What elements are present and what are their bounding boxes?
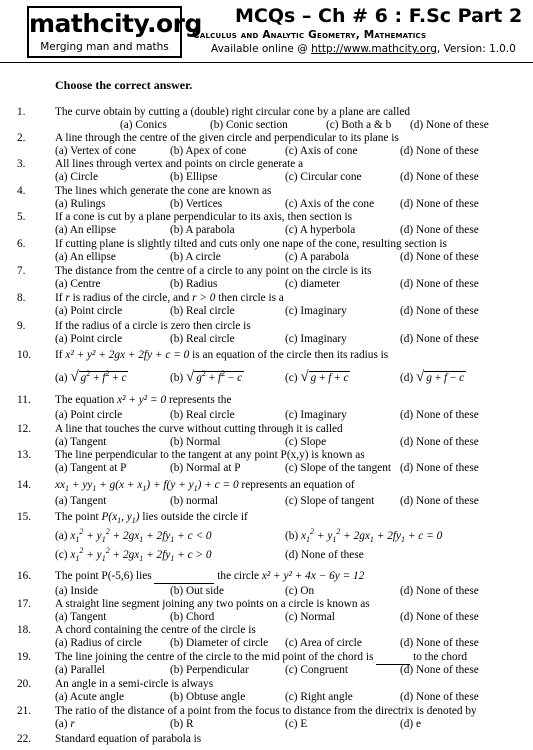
option-b[interactable]: (b) Perpendicular (170, 664, 249, 676)
option-d[interactable]: (d) None of these (400, 664, 479, 676)
question-number: 1. (17, 106, 26, 118)
question-stem: All lines through vertex and points on circle generate a (55, 158, 304, 170)
version-text: , Version: 1.0.0 (436, 43, 516, 55)
option-b[interactable]: (b) Normal at P (170, 462, 241, 474)
answer-blank[interactable] (376, 651, 410, 665)
option-d[interactable]: (d) None of these (400, 611, 479, 623)
option-d[interactable]: (d) None of these (400, 436, 479, 448)
option-c[interactable]: (c) Slope (285, 436, 327, 448)
option-d[interactable]: (d) None of these (400, 224, 479, 236)
option-b[interactable]: (b) √ $g^2 + f^2 - c$ (170, 369, 243, 385)
option-d[interactable]: (d) None of these (410, 119, 489, 131)
option-d[interactable]: (d) None of these (400, 333, 479, 345)
question-number: 21. (17, 705, 32, 717)
option-d[interactable]: (d) None of these (400, 691, 479, 703)
option-b[interactable]: (b) Diameter of circle (170, 637, 269, 649)
answer-blank[interactable] (154, 570, 214, 584)
question-number: 22. (17, 733, 32, 745)
question-number: 16. (17, 570, 32, 582)
option-c[interactable]: (c) √ g + f + c (285, 369, 349, 385)
question-number: 5. (17, 211, 26, 223)
option-d[interactable]: (d) None of these (400, 637, 479, 649)
question-number: 3. (17, 158, 26, 170)
question-stem: A line that touches the curve without cutting through it is called (55, 423, 343, 435)
option-b[interactable]: (b) Real circle (170, 333, 235, 345)
option-b[interactable]: (b) Radius (170, 278, 218, 290)
option-b[interactable]: (b) Real circle (170, 409, 235, 421)
option-b[interactable]: (b) Ellipse (170, 171, 218, 183)
option-d[interactable]: (d) None of these (285, 549, 364, 561)
option-c[interactable]: (c) diameter (285, 278, 340, 290)
option-c[interactable]: (c) E (285, 718, 308, 730)
question-number: 15. (17, 511, 32, 523)
question-stem: The ratio of the distance of a point from the focus to distance from the directrix is denoted by (55, 705, 477, 717)
option-a[interactable]: (a) √ $g^2 + f^2 + c$ (55, 369, 127, 385)
tangent-equation: $xx_1 + yy_1 + g(x + x_1) + f(y + y_1) + c = 0$ (55, 479, 239, 493)
question-number: 18. (17, 624, 32, 636)
option-b[interactable]: (b) Apex of cone (170, 145, 247, 157)
available-prefix: Available online @ (211, 43, 312, 55)
question-stem: $xx_1 + yy_1 + g(x + x_1) + f(y + y_1) + c = 0$ represents an equation of (55, 479, 355, 493)
option-b[interactable]: (b) Obtuse angle (170, 691, 246, 703)
option-c[interactable]: (c) Slope of the tangent (285, 462, 392, 474)
option-d[interactable]: (d) None of these (400, 409, 479, 421)
option-a[interactable]: (a) Parallel (55, 664, 105, 676)
option-c[interactable]: (c) A parabola (285, 251, 349, 263)
question-number: 14. (17, 479, 32, 491)
option-a[interactable]: (a) Conics (120, 119, 167, 131)
option-d[interactable]: (d) None of these (400, 171, 479, 183)
question-stem: The point $P(x_1$, $y_1$) lies outside the circle if (55, 511, 248, 525)
option-d[interactable]: (d) None of these (400, 198, 479, 210)
option-d[interactable]: (d) None of these (400, 585, 479, 597)
question-number: 10. (17, 349, 32, 361)
option-a[interactable]: (a) $x_1^2 + y_1^2 + 2gx_1 + 2fy_1 + c < 0$ (55, 527, 212, 544)
option-c[interactable]: (c) Congruent (285, 664, 349, 676)
option-a[interactable]: (a) Radius of circle (55, 637, 142, 649)
option-a[interactable]: (a) Vertex of cone (55, 145, 137, 157)
header-divider (0, 62, 533, 63)
question-stem: The distance from the centre of a circle to any point on the circle is its (55, 265, 372, 277)
question-number: 9. (17, 320, 26, 332)
option-a[interactable]: (a) An ellipse (55, 251, 116, 263)
option-d[interactable]: (d) None of these (400, 495, 479, 507)
option-b[interactable]: (b) Normal (170, 436, 221, 448)
option-c[interactable]: (c) Both a & b (326, 119, 392, 131)
option-b[interactable]: (b) normal (170, 495, 218, 507)
option-a[interactable]: (a) Acute angle (55, 691, 125, 703)
option-b[interactable]: (b) Chord (170, 611, 215, 623)
option-c[interactable]: (c) $x_1^2 + y_1^2 + 2gx_1 + 2fy_1 + c > 0$ (55, 546, 212, 563)
website-link[interactable]: http://www.mathcity.org (311, 43, 437, 55)
option-c[interactable]: (c) Right angle (285, 691, 353, 703)
option-b[interactable]: (b) Conic section (210, 119, 288, 131)
option-c[interactable]: (c) Area of circle (285, 637, 362, 649)
option-a[interactable]: (a) Circle (55, 171, 98, 183)
question-stem: If a cone is cut by a plane perpendicular to its axis, then section is (55, 211, 353, 223)
question-stem: If cutting plane is slightly tilted and cuts only one nape of the cone, resulting section is (55, 238, 447, 250)
option-d[interactable]: (d) None of these (400, 145, 479, 157)
option-b[interactable]: (b) Vertices (170, 198, 223, 210)
option-a[interactable]: (a) Tangent at P (55, 462, 127, 474)
option-d[interactable]: (d) None of these (400, 305, 479, 317)
logo[interactable] (27, 6, 202, 58)
option-a[interactable]: (a) r (55, 718, 75, 730)
question-stem: A chord containing the centre of the circle is (55, 624, 256, 636)
logo-name: mathcity.org (29, 9, 202, 38)
circle-equation: x² + y² + 2gx + 2fy + c = 0 (65, 349, 190, 361)
option-b[interactable]: (b) $x_1^2 + y_1^2 + 2gx_1 + 2fy_1 + c = 0$ (285, 527, 443, 544)
option-a[interactable]: (a) Point circle (55, 305, 123, 317)
option-a[interactable]: (a) Point circle (55, 333, 123, 345)
question-number: 4. (17, 185, 26, 197)
question-stem: An angle in a semi-circle is always (55, 678, 214, 690)
option-b[interactable]: (b) A parabola (170, 224, 235, 236)
option-c[interactable]: (c) Imaginary (285, 333, 347, 345)
option-d[interactable]: (d) None of these (400, 278, 479, 290)
question-number: 6. (17, 238, 26, 250)
question-number: 12. (17, 423, 32, 435)
option-c[interactable]: (c) Imaginary (285, 409, 347, 421)
question-number: 19. (17, 651, 32, 663)
instruction-text: Choose the correct answer. (55, 78, 193, 92)
option-c[interactable]: (c) Normal (285, 611, 335, 623)
option-c[interactable]: (c) Slope of tangent (285, 495, 375, 507)
question-number: 17. (17, 598, 32, 610)
option-c[interactable]: (c) Circular cone (285, 171, 362, 183)
option-c[interactable]: (c) Axis of cone (285, 145, 358, 157)
option-b[interactable]: (b) Out side (170, 585, 224, 597)
question-stem: The equation x² + y² = 0 represents the (55, 394, 232, 406)
question-stem: A line through the centre of the given circle and perpendicular to its plane is (55, 132, 399, 144)
page-subtitle: Calculus and Analytic Geometry, Mathematics (192, 29, 427, 41)
option-c[interactable]: (c) Axis of the cone (285, 198, 375, 210)
option-a[interactable]: (a) Centre (55, 278, 101, 290)
question-stem: The line perpendicular to the tangent at any point P(x,y) is known as (55, 449, 365, 461)
question-stem: The point P(-5,6) lies the circle x² + y² + 4x − 6y = 12 (55, 570, 365, 582)
option-a[interactable]: (a) Inside (55, 585, 98, 597)
option-c[interactable]: (c) On (285, 585, 315, 597)
question-stem: If the radius of a circle is zero then circle is (55, 320, 251, 332)
option-b[interactable]: (b) R (170, 718, 194, 730)
availability-line (211, 43, 516, 56)
question-number: 13. (17, 449, 32, 461)
question-stem: A straight line segment joining any two points on a circle is known as (55, 598, 370, 610)
option-d[interactable]: (d) √ g + f − c (400, 369, 465, 385)
option-a[interactable]: (a) Tangent (55, 495, 107, 507)
question-number: 8. (17, 292, 26, 304)
option-a[interactable]: (a) An ellipse (55, 224, 116, 236)
question-number: 11. (17, 394, 31, 406)
option-d[interactable]: (d) None of these (400, 251, 479, 263)
option-c[interactable]: (c) Imaginary (285, 305, 347, 317)
question-stem: The line joining the centre of the circle to the mid point of the chord is to the chord (55, 651, 468, 663)
option-b[interactable]: (b) A circle (170, 251, 221, 263)
question-stem: If r is radius of the circle, and r > 0 then circle is a (55, 292, 284, 304)
option-a[interactable]: (a) Tangent (55, 436, 107, 448)
page-title: MCQs – Ch # 6 : F.Sc Part 2 (235, 5, 523, 27)
option-d[interactable]: (d) e (400, 718, 422, 730)
option-d[interactable]: (d) None of these (400, 462, 479, 474)
question-number: 20. (17, 678, 32, 690)
option-a[interactable]: (a) Point circle (55, 409, 123, 421)
option-a[interactable]: (a) Tangent (55, 611, 107, 623)
option-b[interactable]: (b) Real circle (170, 305, 235, 317)
option-a[interactable]: (a) Rulings (55, 198, 106, 210)
question-stem: If x² + y² + 2gx + 2fy + c = 0 is an equation of the circle then its radius is (55, 349, 389, 361)
question-stem: Standard equation of parabola is (55, 733, 202, 745)
question-number: 2. (17, 132, 26, 144)
page-header (0, 0, 533, 62)
option-c[interactable]: (c) A hyperbola (285, 224, 356, 236)
question-stem: The lines which generate the cone are known as (55, 185, 272, 197)
logo-tagline: Merging man and maths (40, 41, 169, 53)
question-stem: The curve obtain by cutting a (double) right circular cone by a plane are called (55, 106, 411, 118)
question-number: 7. (17, 265, 26, 277)
